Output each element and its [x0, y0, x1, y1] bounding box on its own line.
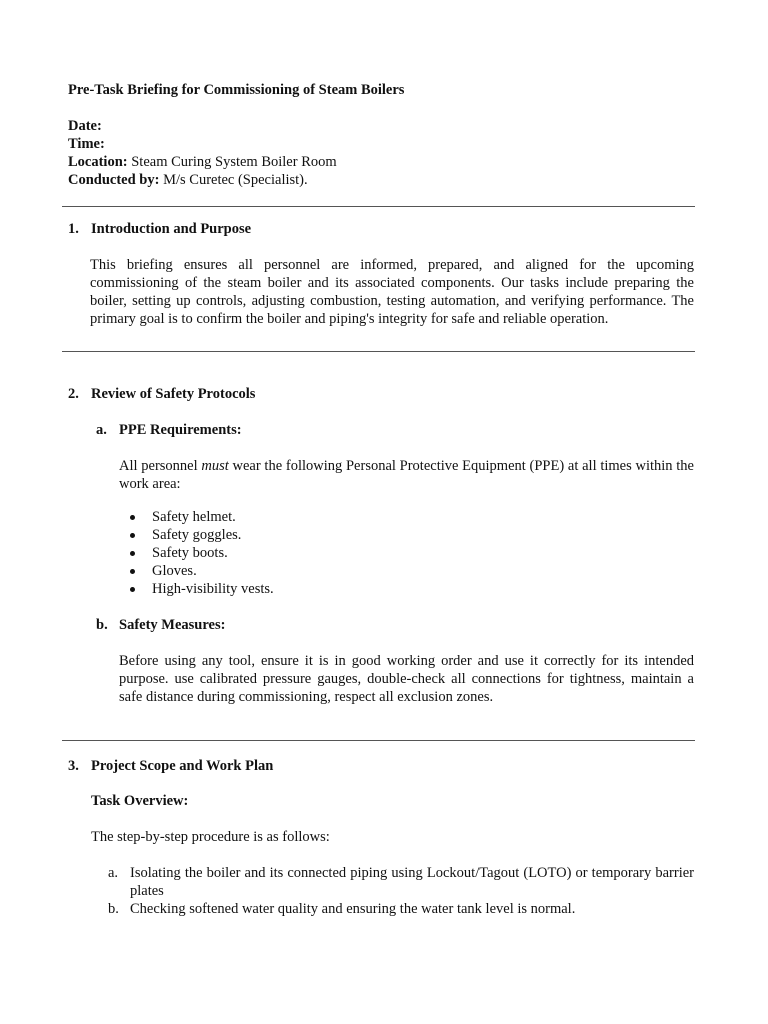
divider: [62, 740, 695, 741]
step-letter: a.: [108, 865, 119, 881]
time-label: Time:: [68, 136, 105, 152]
ppe-intro-end: wear the following Personal Protective Equipment (PPE) at all times within the work area:: [119, 458, 694, 492]
divider: [62, 351, 695, 352]
location-label: Location:: [68, 154, 128, 170]
divider: [62, 206, 695, 207]
subsection-heading: Safety Measures:: [119, 617, 226, 633]
document-title: Pre-Task Briefing for Commissioning of Steam Boilers: [68, 82, 405, 98]
list-item: Safety helmet.: [152, 509, 236, 525]
section-heading: Project Scope and Work Plan: [91, 758, 274, 774]
list-item: High-visibility vests.: [152, 581, 274, 597]
subsection-heading: PPE Requirements:: [119, 422, 242, 438]
subsection-letter: b.: [96, 617, 108, 633]
section-number: 1.: [68, 221, 79, 237]
date-line: [68, 117, 102, 135]
ppe-intro-emphasis: must: [201, 458, 229, 474]
subsection-heading: Task Overview:: [91, 793, 189, 809]
list-item: Safety boots.: [152, 545, 228, 561]
ppe-intro-start: All personnel: [119, 458, 198, 474]
subsection-letter: a.: [96, 422, 107, 438]
bullet-icon: [130, 551, 135, 556]
location-value: Steam Curing System Boiler Room: [131, 154, 337, 170]
list-item: Gloves.: [152, 563, 197, 579]
section-number: 3.: [68, 758, 79, 774]
section-body: This briefing ensures all personnel are informed, prepared, and aligned for the upcoming commissioning of the steam boiler and its associated components. Our tasks include preparing the boiler, setting up controls, adjusting combustion, testing automation, and verifying performance. The primary goal is to confirm the boiler and piping's integrity for safe and reliable operation.: [90, 257, 694, 327]
safety-measures-body: Before using any tool, ensure it is in good working order and use it correctly for its intended purpose. use calibrated pressure gauges, double-check all connections for tightness, maintain a safe distance during commissioning, respect all exclusion zones.: [119, 653, 694, 705]
step-text: Isolating the boiler and its connected piping using Lockout/Tagout (LOTO) or temporary barrier plates: [130, 865, 694, 899]
location-line: [68, 153, 337, 171]
procedure-intro: The step-by-step procedure is as follows:: [91, 829, 330, 845]
section-number: 2.: [68, 386, 79, 402]
ppe-intro: [119, 457, 694, 493]
conducted-by-line: [68, 171, 308, 189]
step-letter: b.: [108, 901, 119, 917]
date-label: Date:: [68, 118, 102, 134]
bullet-icon: [130, 533, 135, 538]
section-heading: Introduction and Purpose: [91, 221, 252, 237]
list-item: Safety goggles.: [152, 527, 242, 543]
conducted-by-value: M/s Curetec (Specialist).: [163, 172, 308, 188]
time-line: [68, 135, 105, 153]
section-heading: Review of Safety Protocols: [91, 386, 256, 402]
bullet-icon: [130, 569, 135, 574]
bullet-icon: [130, 515, 135, 520]
bullet-icon: [130, 587, 135, 592]
step-text: Checking softened water quality and ensuring the water tank level is normal.: [130, 901, 576, 917]
conducted-by-label: Conducted by:: [68, 172, 160, 188]
